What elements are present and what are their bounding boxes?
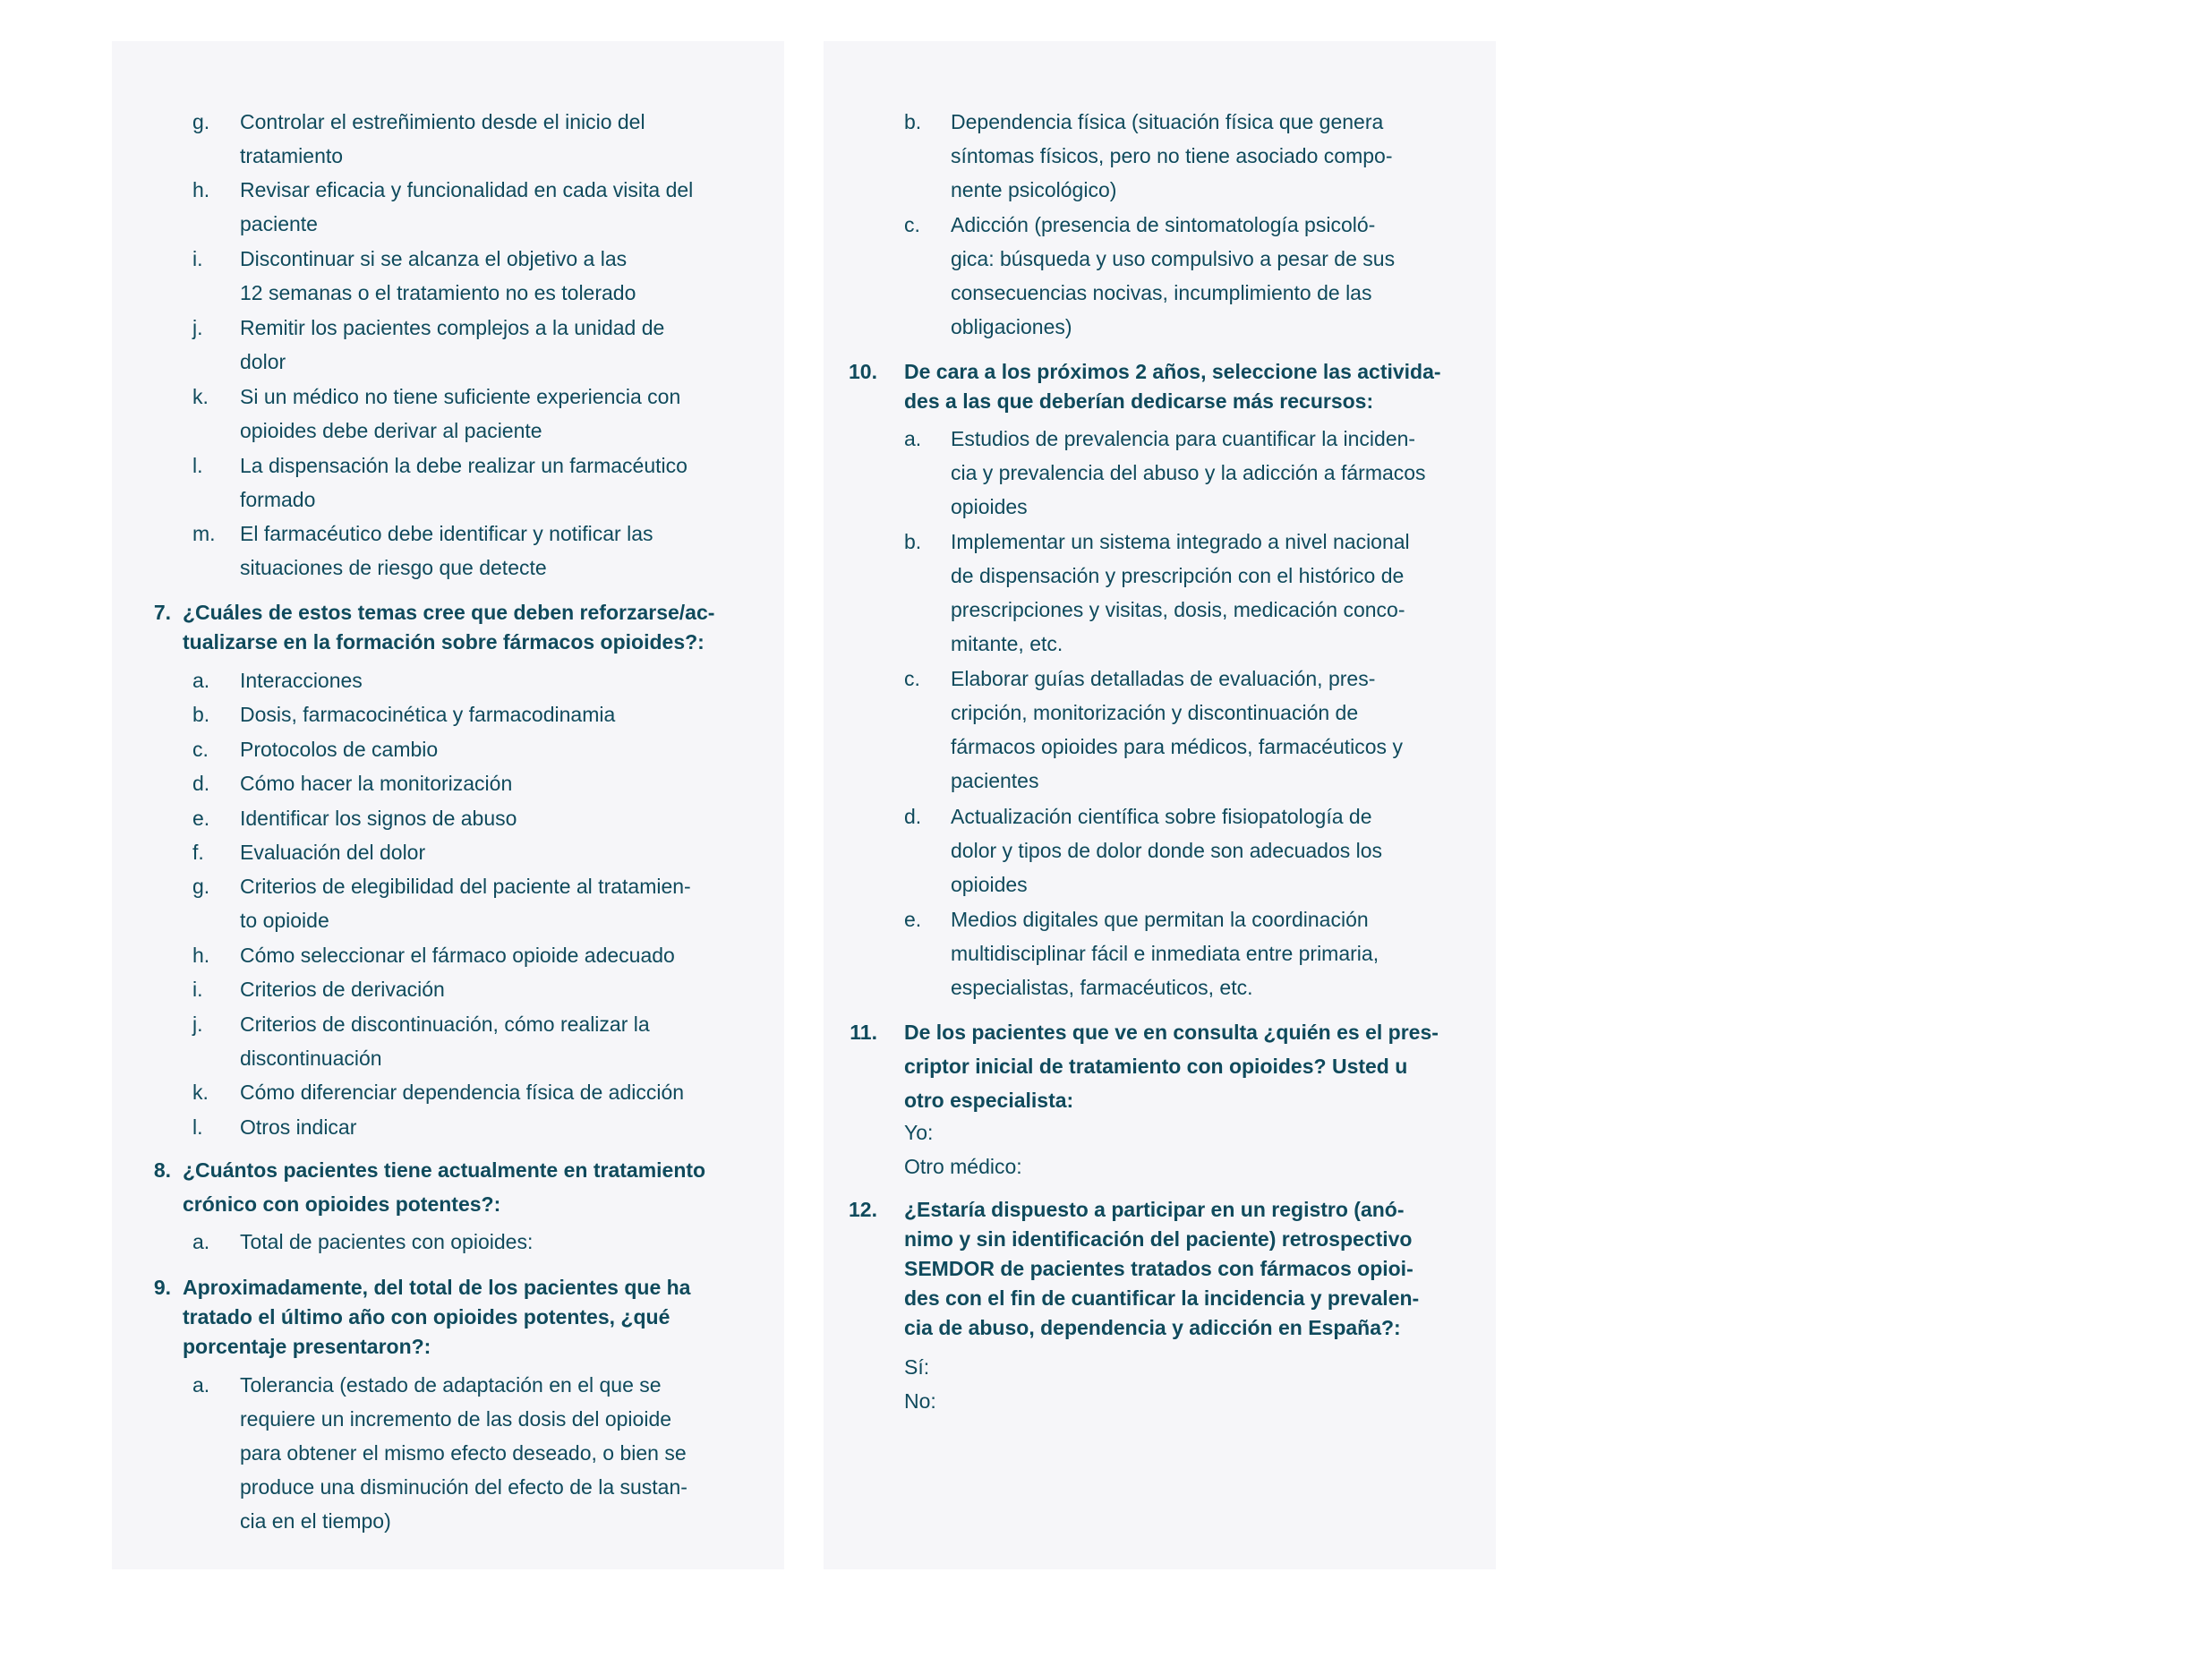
list-item-letter: a. <box>904 427 922 450</box>
list-item-text: Evaluación del dolor <box>240 841 426 864</box>
list-item-letter: h. <box>192 178 210 201</box>
list-item-letter: d. <box>904 805 922 828</box>
list-item-text: Adicción (presencia de sintomatología psicoló- gica: búsqueda y uso compulsivo a pesar de sus consecuencias nocivas, incumplimiento de las obligaciones) <box>951 213 1396 338</box>
list-item-letter: j. <box>192 316 203 339</box>
list-item-text: Total de pacientes con opioides: <box>240 1230 534 1253</box>
list-item-letter: e. <box>904 908 922 931</box>
list-item-text: Otros indicar <box>240 1115 357 1139</box>
question-number: 11. <box>850 1021 877 1044</box>
list-item-text: Si un médico no tiene suficiente experiencia con opioides debe derivar al paciente <box>240 385 681 442</box>
list-item-text: El farmacéutico debe identificar y notificar las situaciones de riesgo que detecte <box>240 522 653 579</box>
list-item-text: Protocolos de cambio <box>240 738 439 761</box>
list-item-text: Cómo seleccionar el fármaco opioide adecuado <box>240 944 675 967</box>
list-item-letter: c. <box>904 667 920 690</box>
question-number: 7. <box>153 601 171 624</box>
answer-option: Sí: <box>904 1355 930 1379</box>
list-item-text: Controlar el estreñimiento desde el inicio del tratamiento <box>240 110 645 167</box>
list-item-text: Estudios de prevalencia para cuantificar la inciden- cia y prevalencia del abuso y la adicción a fármacos opioides <box>951 427 1426 518</box>
list-item-letter: c. <box>904 213 920 236</box>
list-item-letter: e. <box>192 807 210 830</box>
list-item-text: Revisar eficacia y funcionalidad en cada visita del paciente <box>240 178 694 235</box>
question-text: Aproximadamente, del total de los pacientes que ha tratado el último año con opioides potentes, ¿qué porcentaje presentaron?: <box>183 1276 691 1358</box>
list-item-letter: l. <box>192 454 203 477</box>
list-item-text: Remitir los pacientes complejos a la unidad de dolor <box>240 316 665 373</box>
question-text: ¿Estaría dispuesto a participar en un registro (anó- nimo y sin identificación del paciente) retrospectivo SEMDOR de pacientes tratados con fármacos opioi- des con el fin de cuantificar la incidencia y prevalen- cia de abuso, dependencia y adicción en España?: <box>904 1198 1420 1339</box>
list-item-text: Criterios de derivación <box>240 978 445 1001</box>
list-item-letter: b. <box>192 703 210 726</box>
list-item-letter: a. <box>192 1373 210 1397</box>
question-text: De los pacientes que ve en consulta ¿quién es el pres- criptor inicial de tratamiento con opioides? Usted u otro especialista: <box>904 1021 1439 1112</box>
list-item-text: Interacciones <box>240 669 363 692</box>
list-item-text: Actualización científica sobre fisiopatología de dolor y tipos de dolor donde son adecuados los opioides <box>951 805 1383 896</box>
list-item-text: Dosis, farmacocinética y farmacodinamia <box>240 703 616 726</box>
list-item-letter: j. <box>192 1012 203 1036</box>
list-item-letter: k. <box>192 1081 209 1104</box>
list-item-text: Dependencia física (situación física que genera síntomas físicos, pero no tiene asociado compo- nente psicológico) <box>951 110 1393 201</box>
question-text: De cara a los próximos 2 años, seleccione las activida- des a las que deberían dedicarse más recursos: <box>904 360 1441 413</box>
list-item-text: Cómo diferenciar dependencia física de adicción <box>240 1081 685 1104</box>
list-item-letter: g. <box>192 110 210 133</box>
list-item-letter: b. <box>904 530 922 553</box>
list-item-text: Identificar los signos de abuso <box>240 807 517 830</box>
list-item-letter: a. <box>192 669 210 692</box>
question-number: 12. <box>849 1198 877 1221</box>
answer-option: No: <box>904 1389 936 1413</box>
list-item-letter: a. <box>192 1230 210 1253</box>
list-item-letter: f. <box>192 841 204 864</box>
question-number: 8. <box>153 1158 171 1182</box>
list-item-letter: d. <box>192 772 210 795</box>
question-number: 10. <box>849 360 877 383</box>
answer-option: Yo: <box>904 1121 934 1144</box>
list-item-letter: l. <box>192 1115 203 1139</box>
list-item-letter: g. <box>192 875 210 898</box>
right-column-panel <box>824 41 1496 1569</box>
list-item-letter: i. <box>192 978 203 1001</box>
list-item-text: Implementar un sistema integrado a nivel nacional de dispensación y prescripción con el histórico de prescripciones y visitas, dosis, medicación conco- mitante, etc. <box>951 530 1410 655</box>
list-item-text: Medios digitales que permitan la coordinación multidisciplinar fácil e inmediata entre primaria, especialistas, farmacéuticos, etc. <box>951 908 1379 999</box>
list-item-text: Elaborar guías detalladas de evaluación, pres- cripción, monitorización y discontinuación de fármacos opioides para médicos, farmacéuticos y pacientes <box>951 667 1403 792</box>
list-item-text: Discontinuar si se alcanza el objetivo a las 12 semanas o el tratamiento no es tolerado <box>240 247 636 304</box>
answer-option: Otro médico: <box>904 1155 1022 1178</box>
list-item-letter: h. <box>192 944 210 967</box>
list-item-text: Tolerancia (estado de adaptación en el que se requiere un incremento de las dosis del opioide para obtener el mismo efecto deseado, o bien se produce una disminución del efecto de la sustan- cia en el tiempo) <box>240 1373 688 1533</box>
left-column-panel <box>112 41 784 1569</box>
list-item-letter: k. <box>192 385 209 408</box>
list-item-text: Criterios de discontinuación, cómo realizar la discontinuación <box>240 1012 650 1070</box>
list-item-letter: m. <box>192 522 216 545</box>
list-item-text: Criterios de elegibilidad del paciente al tratamien- to opioide <box>240 875 691 932</box>
list-item-letter: b. <box>904 110 922 133</box>
question-text: ¿Cuántos pacientes tiene actualmente en tratamiento crónico con opioides potentes?: <box>183 1158 706 1216</box>
list-item-text: La dispensación la debe realizar un farmacéutico formado <box>240 454 688 511</box>
list-item-letter: c. <box>192 738 209 761</box>
list-item-letter: i. <box>192 247 203 270</box>
question-text: ¿Cuáles de estos temas cree que deben reforzarse/ac- tualizarse en la formación sobre fármacos opioides?: <box>183 601 715 654</box>
question-number: 9. <box>153 1276 171 1299</box>
list-item-text: Cómo hacer la monitorización <box>240 772 513 795</box>
